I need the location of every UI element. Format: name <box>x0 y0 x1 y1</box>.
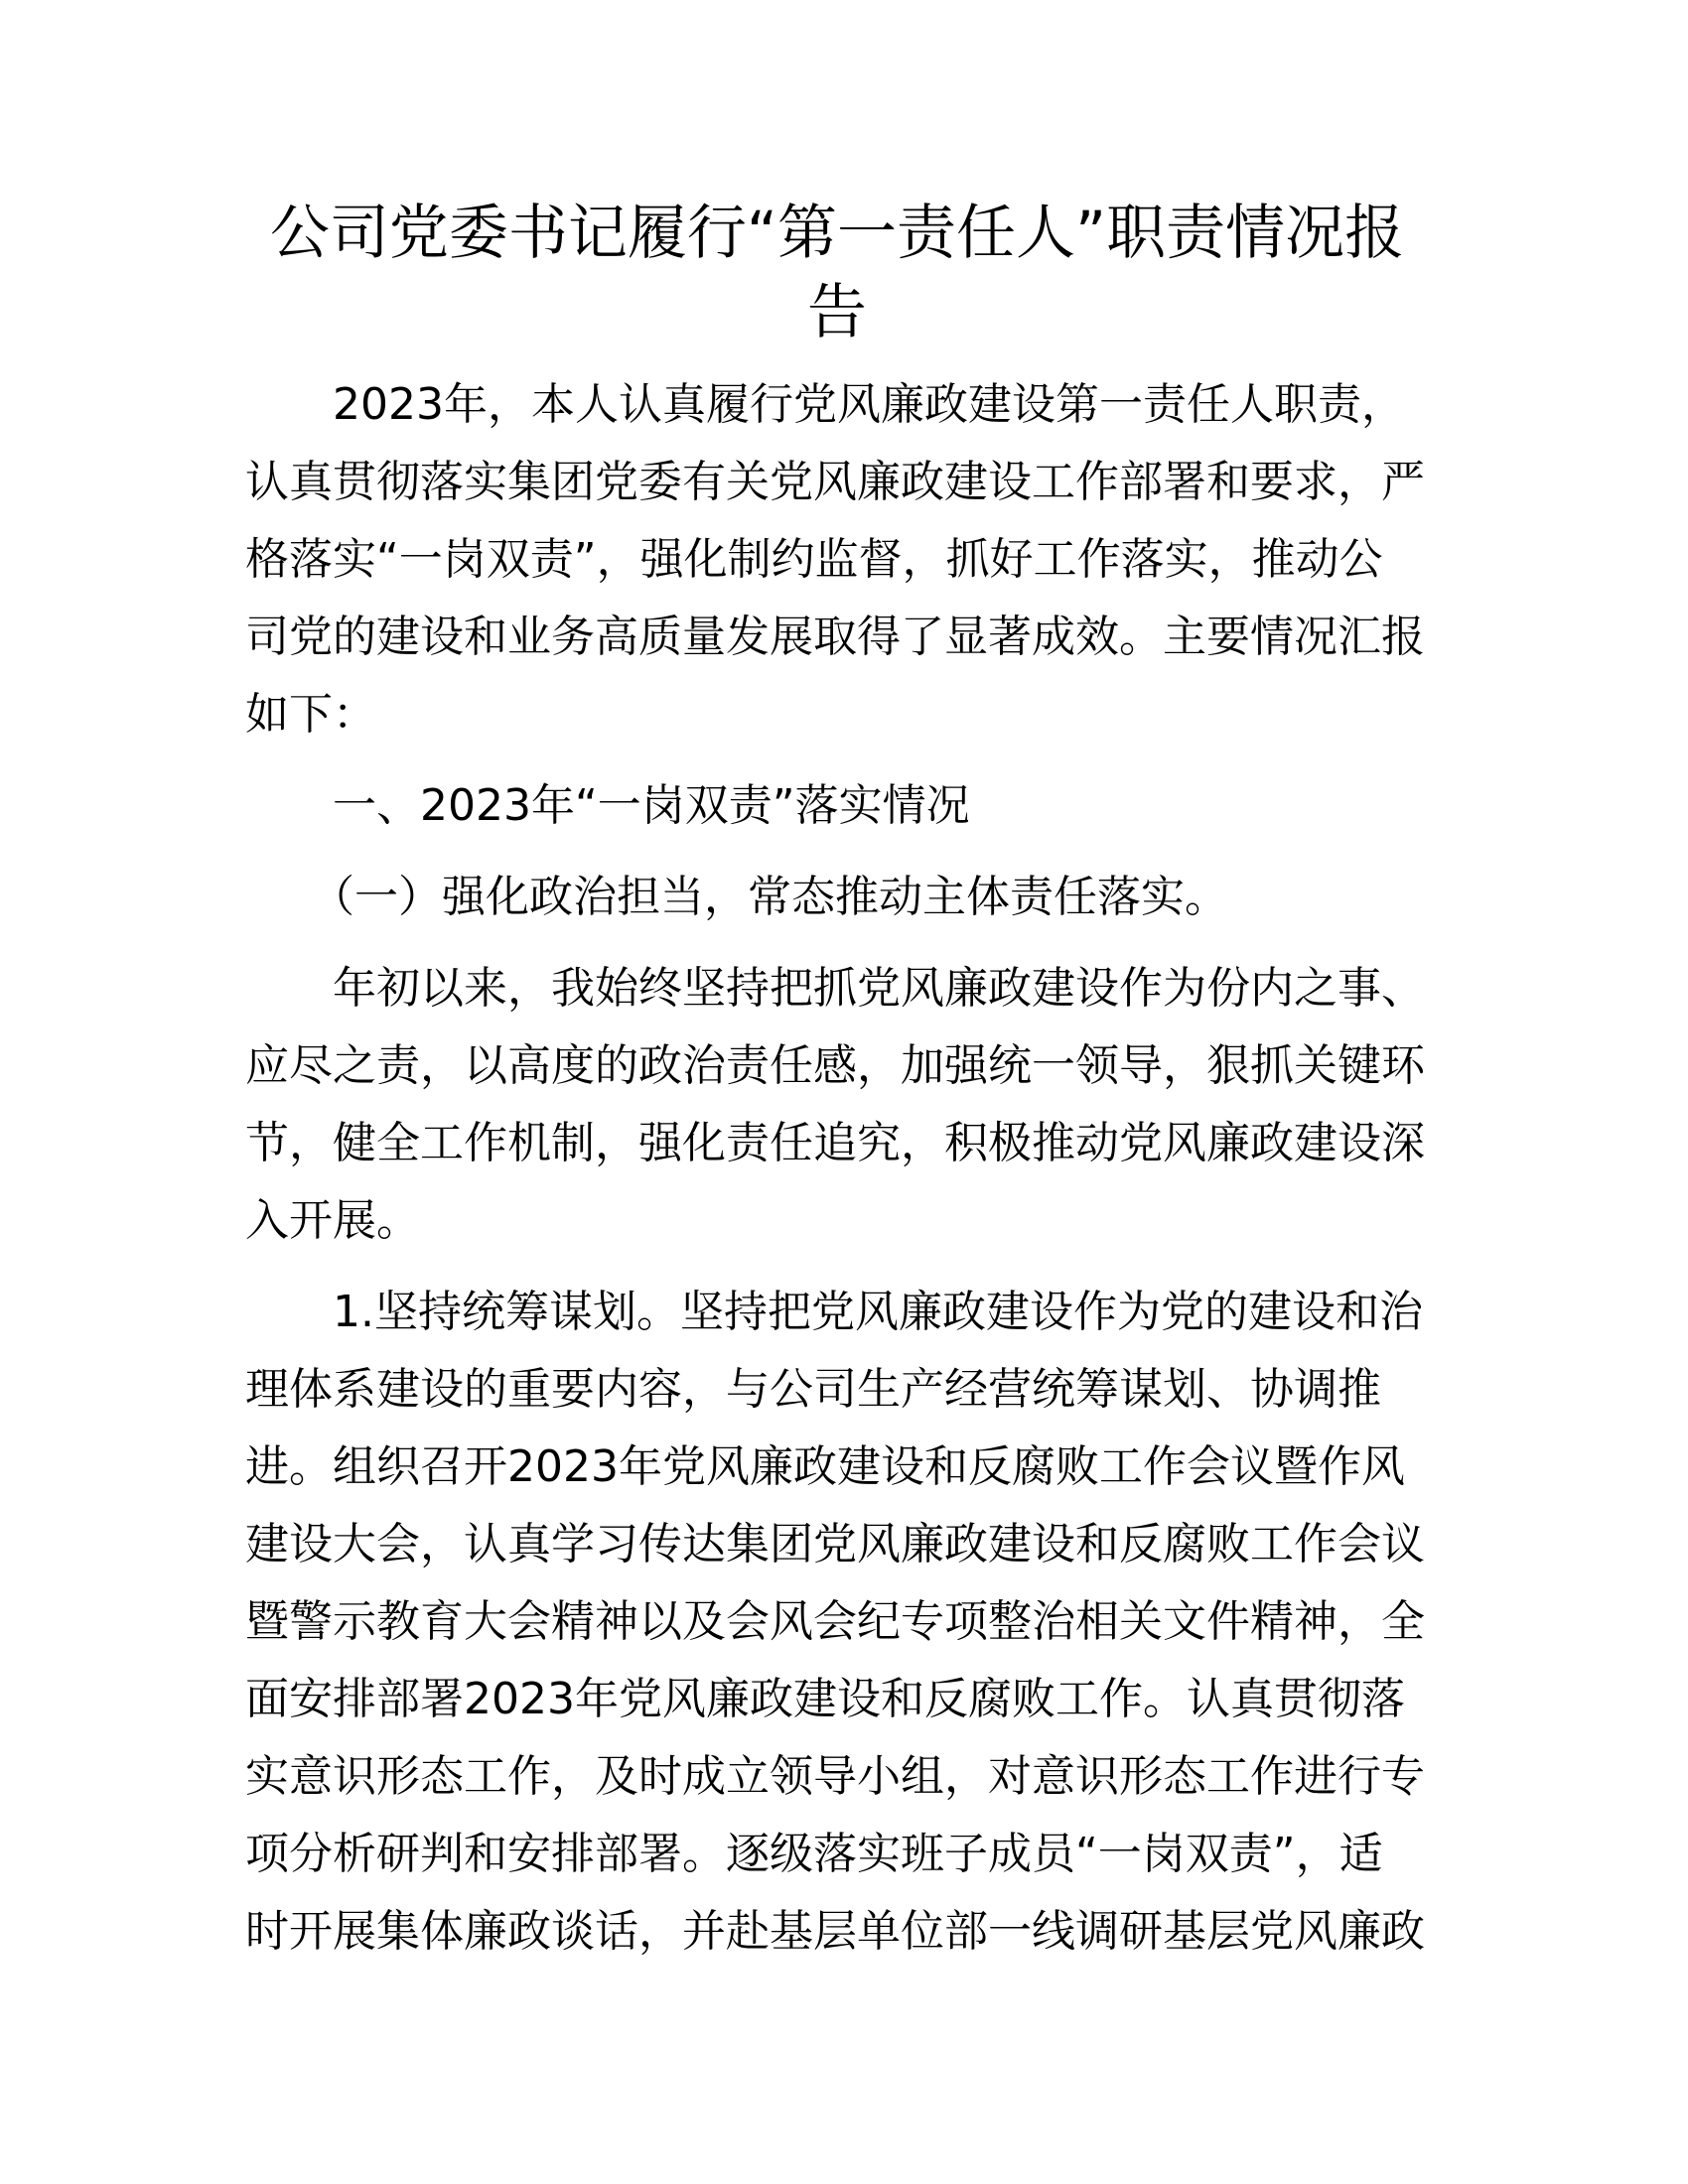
text-line: 暨警示教育大会精神以及会风会纪专项整治相关文件精神，全 <box>245 1596 1425 1647</box>
text-line: 一、2023年“一岗双责”落实情况 <box>333 780 970 831</box>
text-line: 实意识形态工作，及时成立领导小组，对意识形态工作进行专 <box>245 1751 1425 1802</box>
text-line: 理体系建设的重要内容，与公司生产经营统筹谋划、协调推 <box>245 1364 1381 1415</box>
text-line: 如下： <box>245 689 376 740</box>
text-line: 进。组织召开2023年党风廉政建设和反腐败工作会议暨作风 <box>245 1441 1405 1492</box>
title-line: 告 <box>807 278 867 347</box>
intro-paragraph <box>245 366 1429 753</box>
text-line: 年初以来，我始终坚持把抓党风廉政建设作为份内之事、 <box>333 963 1425 1014</box>
section-heading <box>245 767 1429 845</box>
text-line: 认真贯彻落实集团党委有关党风廉政建设工作部署和要求，严 <box>245 457 1425 507</box>
title-line: 公司党委书记履行“第一责任人”职责情况报 <box>269 199 1405 268</box>
text-line: 面安排部署2023年党风廉政建设和反腐败工作。认真贯彻落 <box>245 1674 1405 1724</box>
text-line: 1.坚持统筹谋划。坚持把党风廉政建设作为党的建设和治 <box>333 1287 1423 1337</box>
text-line: 节，健全工作机制，强化责任追究，积极推动党风廉政建设深 <box>245 1118 1425 1168</box>
document-page <box>245 194 1429 1971</box>
document-title <box>245 194 1429 352</box>
text-line: （一）强化政治担当，常态推动主体责任落实。 <box>311 872 1228 922</box>
text-line: 应尽之责，以高度的政治责任感，加强统一领导，狠抓关键环 <box>245 1040 1425 1091</box>
text-line: 建设大会，认真学习传达集团党风廉政建设和反腐败工作会议 <box>245 1519 1425 1570</box>
text-line: 项分析研判和安排部署。逐级落实班子成员“一岗双责”，适 <box>245 1829 1383 1879</box>
body-paragraph <box>245 1274 1429 1971</box>
text-line: 入开展。 <box>245 1195 420 1246</box>
text-line: 2023年，本人认真履行党风廉政建设第一责任人职责， <box>333 379 1405 430</box>
subsection-heading <box>245 859 1429 936</box>
text-line: 时开展集体廉政谈话，并赴基层单位部一线调研基层党风廉政 <box>245 1906 1425 1957</box>
text-line: 格落实“一岗双责”，强化制约监督，抓好工作落实，推动公 <box>245 534 1383 585</box>
text-line: 司党的建设和业务高质量发展取得了显著成效。主要情况汇报 <box>245 612 1425 662</box>
body-paragraph <box>245 950 1429 1260</box>
